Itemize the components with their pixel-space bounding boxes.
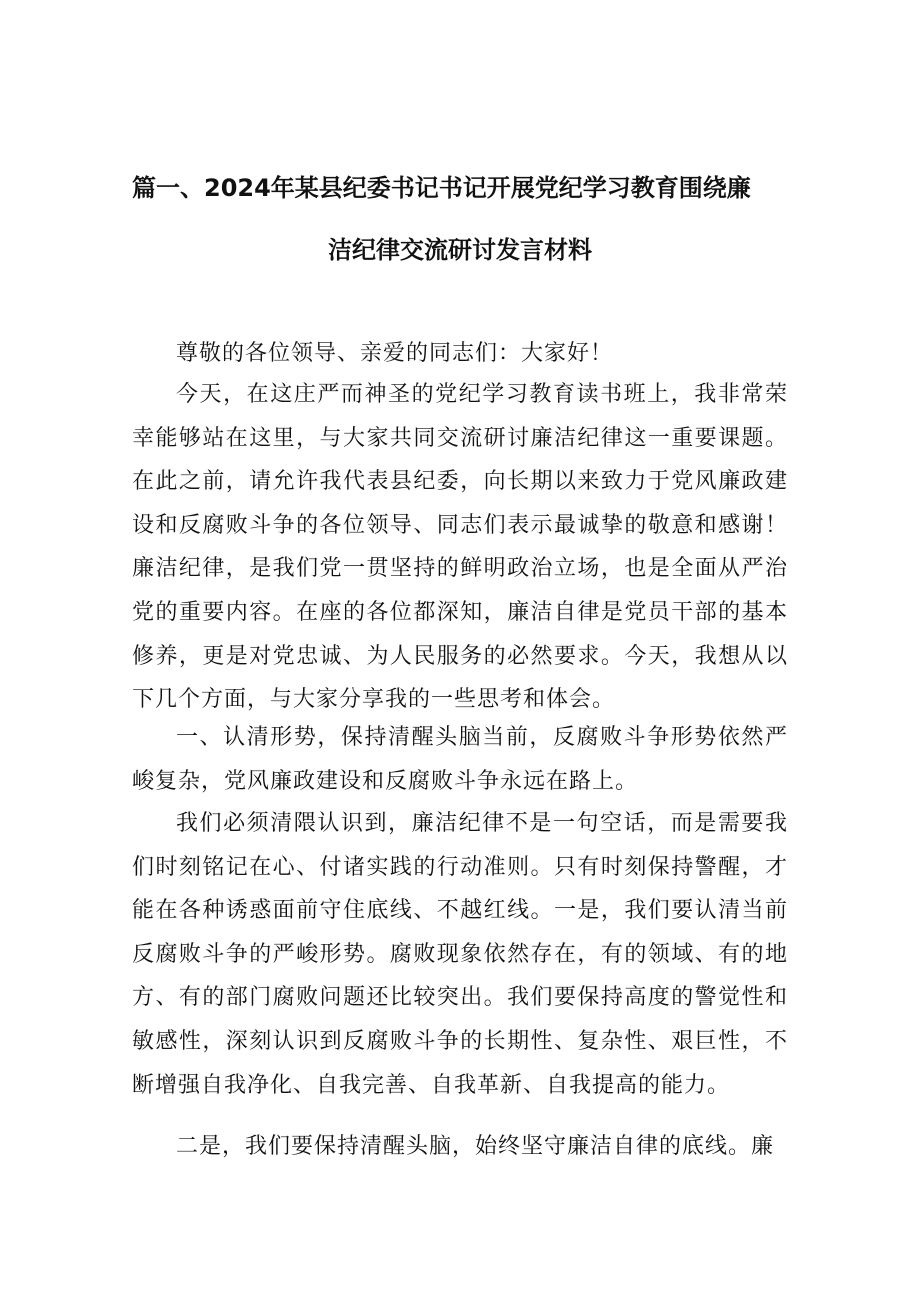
section-one-body-paragraph: 我们必须清隈认识到，廉洁纪律不是一句空话，而是需要我们时刻铭记在心、付诸实践的行动准则。只有时刻保持警醒，才能在各种诱惑面前守住底线、不越红线。一是，我们要认清当前反腐败斗争的严峻形势。腐败现象依然存在，有的领域、有的地方、有的部门腐败问题还比较突出。我们要保持高度的警觉性和敏感性，深刻认识到反腐败斗争的长期性、复杂性、艰巨性，不断增强自我净化、自我完善、自我革新、自我提高的能力。 — [132, 811, 788, 1098]
greeting-paragraph: 尊敬的各位领导、亲爱的同志们：大家好！ — [176, 341, 614, 366]
section-one-heading-paragraph: 一、认清形势，保持清醒头脑当前，反腐败斗争形势依然严峻复杂，党风廉政建设和反腐败斗争永远在路上。 — [132, 725, 788, 794]
document-title-line-2: 洁纪律交流研讨发言材料 — [328, 236, 592, 264]
point-two-paragraph: 二是，我们要保持清醒头脑，始终坚守廉洁自律的底线。廉 — [176, 1134, 775, 1159]
intro-paragraph: 今天，在这庄严而神圣的党纪学习教育读书班上，我非常荣幸能够站在这里，与大家共同交流研讨廉洁纪律这一重要课题。在此之前，请允许我代表县纪委，向长期以来致力于党风廉政建设和反腐败斗争的各位领导、同志们表示最诚挚的敬意和感谢！廉洁纪律，是我们党一贯坚持的鲜明政治立场，也是全面从严治党的重要内容。在座的各位都深知，廉洁自律是党员干部的基本修养，更是对党忠诚、为人民服务的必然要求。今天，我想从以下几个方面，与大家分享我的一些思考和体会。 — [132, 382, 788, 713]
document-title-line-1: 篇一、2024年某县纪委书记书记开展党纪学习教育围绕廉 — [132, 174, 751, 202]
